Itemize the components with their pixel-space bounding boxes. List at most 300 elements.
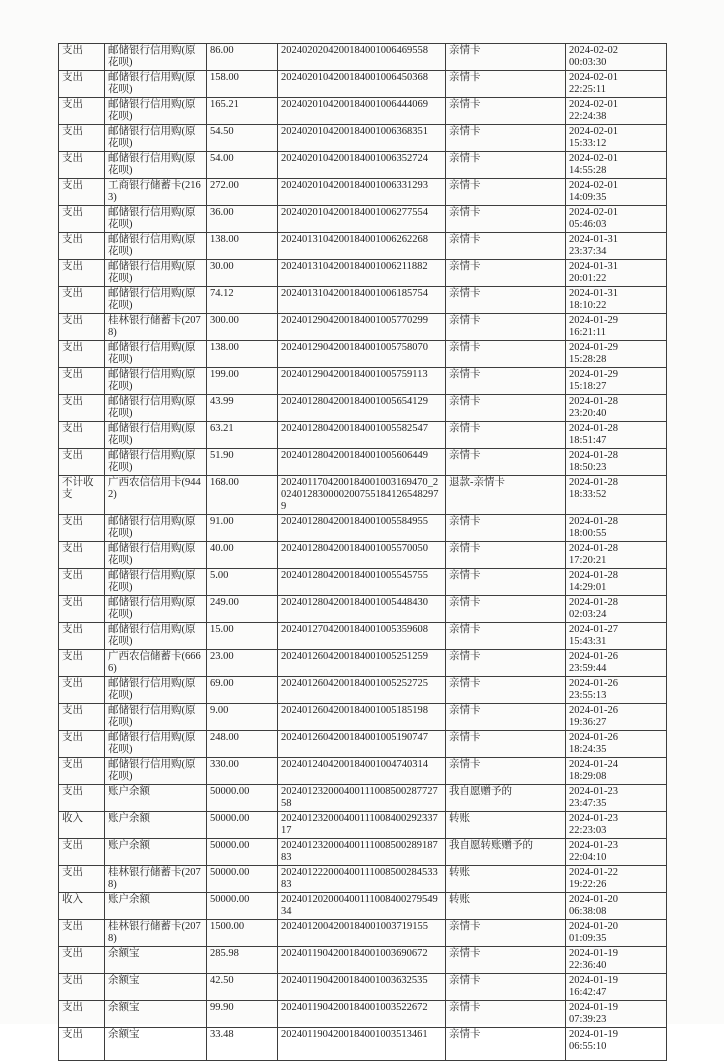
table-row bbox=[59, 71, 667, 98]
account-cell: 账户余额 bbox=[105, 839, 207, 866]
note-cell: 亲情卡 bbox=[446, 341, 566, 368]
date-text: 2024-01-28 bbox=[569, 396, 618, 407]
transaction-id-cell: 20240120200040011100840027954934 bbox=[278, 893, 446, 920]
transaction-id-cell: 2024011904200184001003690672 bbox=[278, 947, 446, 974]
date-text: 2024-01-26 bbox=[569, 732, 618, 743]
table-row bbox=[59, 449, 667, 476]
transaction-type-cell: 支出 bbox=[59, 974, 105, 1001]
date-text: 2024-01-23 bbox=[569, 840, 618, 851]
time-text: 14:09:35 bbox=[569, 192, 607, 203]
time-text: 19:36:27 bbox=[569, 717, 607, 728]
date-text: 2024-01-20 bbox=[569, 894, 618, 905]
transaction-type-cell: 支出 bbox=[59, 449, 105, 476]
date-text: 2024-01-31 bbox=[569, 261, 618, 272]
time-text: 00:03:30 bbox=[569, 57, 607, 68]
date-text: 2024-02-01 bbox=[569, 126, 618, 137]
table-row bbox=[59, 677, 667, 704]
table-row bbox=[59, 422, 667, 449]
date-text: 2024-01-23 bbox=[569, 813, 618, 824]
table-row bbox=[59, 98, 667, 125]
datetime-cell bbox=[566, 476, 667, 515]
account-cell: 邮储银行信用购(原花呗) bbox=[105, 758, 207, 785]
datetime-cell bbox=[566, 71, 667, 98]
time-text: 14:29:01 bbox=[569, 582, 607, 593]
time-text: 05:46:03 bbox=[569, 219, 607, 230]
datetime-cell bbox=[566, 515, 667, 542]
table-row bbox=[59, 206, 667, 233]
date-text: 2024-01-26 bbox=[569, 651, 618, 662]
note-cell: 亲情卡 bbox=[446, 704, 566, 731]
note-cell: 亲情卡 bbox=[446, 731, 566, 758]
transaction-table bbox=[58, 43, 667, 1061]
account-cell: 邮储银行信用购(原花呗) bbox=[105, 152, 207, 179]
datetime-cell bbox=[566, 812, 667, 839]
amount-cell: 285.98 bbox=[207, 947, 278, 974]
account-cell: 桂林银行储蓄卡(2078) bbox=[105, 866, 207, 893]
note-cell: 亲情卡 bbox=[446, 179, 566, 206]
time-text: 15:33:12 bbox=[569, 138, 607, 149]
table-row bbox=[59, 1001, 667, 1028]
account-cell: 余额宝 bbox=[105, 947, 207, 974]
amount-cell: 33.48 bbox=[207, 1028, 278, 1061]
datetime-cell bbox=[566, 314, 667, 341]
transaction-type-cell: 支出 bbox=[59, 515, 105, 542]
note-cell: 亲情卡 bbox=[446, 677, 566, 704]
datetime-cell bbox=[566, 44, 667, 71]
note-cell: 亲情卡 bbox=[446, 260, 566, 287]
account-cell: 余额宝 bbox=[105, 1028, 207, 1061]
transaction-id-cell: 2024012904200184001005770299 bbox=[278, 314, 446, 341]
transaction-id-cell: 2024020204200184001006469558 bbox=[278, 44, 446, 71]
amount-cell: 50000.00 bbox=[207, 812, 278, 839]
transaction-type-cell: 支出 bbox=[59, 758, 105, 785]
transaction-id-cell: 2024020104200184001006368351 bbox=[278, 125, 446, 152]
datetime-cell bbox=[566, 98, 667, 125]
amount-cell: 30.00 bbox=[207, 260, 278, 287]
transaction-id-cell: 2024012804200184001005584955 bbox=[278, 515, 446, 542]
amount-cell: 272.00 bbox=[207, 179, 278, 206]
note-cell: 亲情卡 bbox=[446, 71, 566, 98]
transaction-type-cell: 不计收支 bbox=[59, 476, 105, 515]
note-cell: 我自愿赠予的 bbox=[446, 785, 566, 812]
transaction-id-cell: 2024012704200184001005359608 bbox=[278, 623, 446, 650]
note-cell: 亲情卡 bbox=[446, 287, 566, 314]
amount-cell: 51.90 bbox=[207, 449, 278, 476]
amount-cell: 43.99 bbox=[207, 395, 278, 422]
datetime-cell bbox=[566, 287, 667, 314]
date-text: 2024-01-31 bbox=[569, 288, 618, 299]
account-cell: 邮储银行信用购(原花呗) bbox=[105, 449, 207, 476]
account-cell: 桂林银行储蓄卡(2078) bbox=[105, 314, 207, 341]
transaction-table-body bbox=[59, 44, 667, 1061]
date-text: 2024-01-27 bbox=[569, 624, 618, 635]
table-row bbox=[59, 569, 667, 596]
transaction-id-cell: 2024012804200184001005582547 bbox=[278, 422, 446, 449]
amount-cell: 138.00 bbox=[207, 233, 278, 260]
datetime-cell bbox=[566, 368, 667, 395]
datetime-cell bbox=[566, 1028, 667, 1061]
note-cell: 转账 bbox=[446, 812, 566, 839]
date-text: 2024-01-19 bbox=[569, 1002, 618, 1013]
amount-cell: 9.00 bbox=[207, 704, 278, 731]
table-row bbox=[59, 812, 667, 839]
datetime-cell bbox=[566, 704, 667, 731]
account-cell: 账户余额 bbox=[105, 785, 207, 812]
note-cell: 亲情卡 bbox=[446, 206, 566, 233]
transaction-type-cell: 收入 bbox=[59, 812, 105, 839]
transaction-type-cell: 支出 bbox=[59, 542, 105, 569]
transaction-type-cell: 支出 bbox=[59, 98, 105, 125]
account-cell: 余额宝 bbox=[105, 1001, 207, 1028]
note-cell: 亲情卡 bbox=[446, 44, 566, 71]
transaction-type-cell: 支出 bbox=[59, 260, 105, 287]
time-text: 18:00:55 bbox=[569, 528, 607, 539]
table-row bbox=[59, 287, 667, 314]
account-cell: 邮储银行信用购(原花呗) bbox=[105, 44, 207, 71]
transaction-id-cell: 2024012604200184001005252725 bbox=[278, 677, 446, 704]
datetime-cell bbox=[566, 233, 667, 260]
note-cell: 亲情卡 bbox=[446, 650, 566, 677]
table-row bbox=[59, 476, 667, 515]
account-cell: 邮储银行信用购(原花呗) bbox=[105, 623, 207, 650]
transaction-type-cell: 支出 bbox=[59, 179, 105, 206]
time-text: 23:55:13 bbox=[569, 690, 607, 701]
note-cell: 亲情卡 bbox=[446, 947, 566, 974]
transaction-id-cell: 2024011904200184001003513461 bbox=[278, 1028, 446, 1061]
transaction-type-cell: 支出 bbox=[59, 341, 105, 368]
datetime-cell bbox=[566, 785, 667, 812]
account-cell: 邮储银行信用购(原花呗) bbox=[105, 71, 207, 98]
datetime-cell bbox=[566, 893, 667, 920]
date-text: 2024-01-29 bbox=[569, 315, 618, 326]
account-cell: 邮储银行信用购(原花呗) bbox=[105, 287, 207, 314]
transaction-id-cell: 2024020104200184001006277554 bbox=[278, 206, 446, 233]
table-row bbox=[59, 233, 667, 260]
table-row bbox=[59, 596, 667, 623]
time-text: 18:29:08 bbox=[569, 771, 607, 782]
note-cell: 亲情卡 bbox=[446, 125, 566, 152]
account-cell: 邮储银行信用购(原花呗) bbox=[105, 542, 207, 569]
transaction-id-cell: 2024012904200184001005758070 bbox=[278, 341, 446, 368]
amount-cell: 69.00 bbox=[207, 677, 278, 704]
time-text: 23:20:40 bbox=[569, 408, 607, 419]
note-cell: 亲情卡 bbox=[446, 758, 566, 785]
transaction-type-cell: 支出 bbox=[59, 287, 105, 314]
time-text: 16:21:11 bbox=[569, 327, 606, 338]
datetime-cell bbox=[566, 947, 667, 974]
transaction-id-cell: 2024013104200184001006262268 bbox=[278, 233, 446, 260]
note-cell: 亲情卡 bbox=[446, 368, 566, 395]
table-row bbox=[59, 125, 667, 152]
note-cell: 亲情卡 bbox=[446, 422, 566, 449]
amount-cell: 74.12 bbox=[207, 287, 278, 314]
datetime-cell bbox=[566, 179, 667, 206]
date-text: 2024-01-28 bbox=[569, 543, 618, 554]
amount-cell: 158.00 bbox=[207, 71, 278, 98]
date-text: 2024-02-01 bbox=[569, 207, 618, 218]
amount-cell: 54.50 bbox=[207, 125, 278, 152]
account-cell: 邮储银行信用购(原花呗) bbox=[105, 515, 207, 542]
datetime-cell bbox=[566, 422, 667, 449]
table-row bbox=[59, 974, 667, 1001]
note-cell: 我自愿转账赠予的 bbox=[446, 839, 566, 866]
amount-cell: 40.00 bbox=[207, 542, 278, 569]
transaction-type-cell: 收入 bbox=[59, 893, 105, 920]
datetime-cell bbox=[566, 974, 667, 1001]
date-text: 2024-01-19 bbox=[569, 1029, 618, 1040]
time-text: 23:59:44 bbox=[569, 663, 607, 674]
time-text: 15:18:27 bbox=[569, 381, 607, 392]
table-row bbox=[59, 368, 667, 395]
note-cell: 亲情卡 bbox=[446, 515, 566, 542]
transaction-id-cell: 2024012804200184001005606449 bbox=[278, 449, 446, 476]
amount-cell: 300.00 bbox=[207, 314, 278, 341]
time-text: 16:42:47 bbox=[569, 987, 607, 998]
amount-cell: 249.00 bbox=[207, 596, 278, 623]
transaction-id-cell: 2024012004200184001003719155 bbox=[278, 920, 446, 947]
date-text: 2024-02-01 bbox=[569, 180, 618, 191]
date-text: 2024-01-26 bbox=[569, 678, 618, 689]
transaction-id-cell: 2024011704200184001003169470_20240128300002007551841265482979 bbox=[278, 476, 446, 515]
datetime-cell bbox=[566, 731, 667, 758]
amount-cell: 248.00 bbox=[207, 731, 278, 758]
transaction-type-cell: 支出 bbox=[59, 623, 105, 650]
transaction-type-cell: 支出 bbox=[59, 920, 105, 947]
time-text: 17:20:21 bbox=[569, 555, 607, 566]
table-row bbox=[59, 866, 667, 893]
account-cell: 邮储银行信用购(原花呗) bbox=[105, 731, 207, 758]
amount-cell: 50000.00 bbox=[207, 839, 278, 866]
datetime-cell bbox=[566, 569, 667, 596]
amount-cell: 165.21 bbox=[207, 98, 278, 125]
table-row bbox=[59, 893, 667, 920]
note-cell: 退款-亲情卡 bbox=[446, 476, 566, 515]
date-text: 2024-01-28 bbox=[569, 570, 618, 581]
transaction-type-cell: 支出 bbox=[59, 866, 105, 893]
datetime-cell bbox=[566, 395, 667, 422]
account-cell: 桂林银行储蓄卡(2078) bbox=[105, 920, 207, 947]
datetime-cell bbox=[566, 341, 667, 368]
transaction-id-cell: 2024012804200184001005654129 bbox=[278, 395, 446, 422]
amount-cell: 54.00 bbox=[207, 152, 278, 179]
table-row bbox=[59, 1028, 667, 1061]
transaction-id-cell: 2024012904200184001005759113 bbox=[278, 368, 446, 395]
amount-cell: 63.21 bbox=[207, 422, 278, 449]
account-cell: 邮储银行信用购(原花呗) bbox=[105, 677, 207, 704]
table-row bbox=[59, 650, 667, 677]
note-cell: 亲情卡 bbox=[446, 449, 566, 476]
transaction-id-cell: 20240123200040011100850028772758 bbox=[278, 785, 446, 812]
transaction-id-cell: 2024011904200184001003522672 bbox=[278, 1001, 446, 1028]
note-cell: 亲情卡 bbox=[446, 623, 566, 650]
amount-cell: 5.00 bbox=[207, 569, 278, 596]
time-text: 02:03:24 bbox=[569, 609, 607, 620]
transaction-type-cell: 支出 bbox=[59, 1001, 105, 1028]
transaction-id-cell: 2024012604200184001005190747 bbox=[278, 731, 446, 758]
transaction-type-cell: 支出 bbox=[59, 44, 105, 71]
table-row bbox=[59, 623, 667, 650]
account-cell: 邮储银行信用购(原花呗) bbox=[105, 368, 207, 395]
datetime-cell bbox=[566, 125, 667, 152]
account-cell: 邮储银行信用购(原花呗) bbox=[105, 704, 207, 731]
table-row bbox=[59, 314, 667, 341]
date-text: 2024-01-29 bbox=[569, 342, 618, 353]
datetime-cell bbox=[566, 596, 667, 623]
table-row bbox=[59, 152, 667, 179]
datetime-cell bbox=[566, 677, 667, 704]
time-text: 01:09:35 bbox=[569, 933, 607, 944]
date-text: 2024-01-26 bbox=[569, 705, 618, 716]
time-text: 18:50:23 bbox=[569, 462, 607, 473]
transaction-id-cell: 20240123200040011100850028918783 bbox=[278, 839, 446, 866]
note-cell: 亲情卡 bbox=[446, 569, 566, 596]
time-text: 07:39:23 bbox=[569, 1014, 607, 1025]
time-text: 19:22:26 bbox=[569, 879, 607, 890]
date-text: 2024-02-01 bbox=[569, 99, 618, 110]
date-text: 2024-01-23 bbox=[569, 786, 618, 797]
table-row bbox=[59, 758, 667, 785]
amount-cell: 168.00 bbox=[207, 476, 278, 515]
time-text: 06:38:08 bbox=[569, 906, 607, 917]
transaction-type-cell: 支出 bbox=[59, 677, 105, 704]
date-text: 2024-01-28 bbox=[569, 597, 618, 608]
table-row bbox=[59, 44, 667, 71]
transaction-id-cell: 20240122200040011100850028453383 bbox=[278, 866, 446, 893]
datetime-cell bbox=[566, 866, 667, 893]
transaction-id-cell: 2024011904200184001003632535 bbox=[278, 974, 446, 1001]
transaction-type-cell: 支出 bbox=[59, 125, 105, 152]
time-text: 14:55:28 bbox=[569, 165, 607, 176]
date-text: 2024-01-20 bbox=[569, 921, 618, 932]
date-text: 2024-01-28 bbox=[569, 423, 618, 434]
transaction-type-cell: 支出 bbox=[59, 947, 105, 974]
transaction-type-cell: 支出 bbox=[59, 71, 105, 98]
table-row bbox=[59, 179, 667, 206]
time-text: 22:25:11 bbox=[569, 84, 606, 95]
transaction-type-cell: 支出 bbox=[59, 233, 105, 260]
transaction-type-cell: 支出 bbox=[59, 596, 105, 623]
account-cell: 邮储银行信用购(原花呗) bbox=[105, 341, 207, 368]
amount-cell: 50000.00 bbox=[207, 893, 278, 920]
transaction-type-cell: 支出 bbox=[59, 368, 105, 395]
amount-cell: 86.00 bbox=[207, 44, 278, 71]
account-cell: 邮储银行信用购(原花呗) bbox=[105, 596, 207, 623]
transaction-id-cell: 2024020104200184001006450368 bbox=[278, 71, 446, 98]
table-row bbox=[59, 704, 667, 731]
time-text: 15:28:28 bbox=[569, 354, 607, 365]
note-cell: 亲情卡 bbox=[446, 314, 566, 341]
date-text: 2024-01-31 bbox=[569, 234, 618, 245]
transaction-type-cell: 支出 bbox=[59, 839, 105, 866]
datetime-cell bbox=[566, 920, 667, 947]
account-cell: 广西农信储蓄卡(6666) bbox=[105, 650, 207, 677]
amount-cell: 50000.00 bbox=[207, 866, 278, 893]
date-text: 2024-02-02 bbox=[569, 45, 618, 56]
table-row bbox=[59, 731, 667, 758]
date-text: 2024-01-29 bbox=[569, 369, 618, 380]
account-cell: 邮储银行信用购(原花呗) bbox=[105, 233, 207, 260]
datetime-cell bbox=[566, 650, 667, 677]
time-text: 18:24:35 bbox=[569, 744, 607, 755]
amount-cell: 36.00 bbox=[207, 206, 278, 233]
table-row bbox=[59, 395, 667, 422]
time-text: 18:33:52 bbox=[569, 489, 607, 500]
datetime-cell bbox=[566, 152, 667, 179]
amount-cell: 330.00 bbox=[207, 758, 278, 785]
amount-cell: 91.00 bbox=[207, 515, 278, 542]
transaction-type-cell: 支出 bbox=[59, 314, 105, 341]
table-row bbox=[59, 785, 667, 812]
transaction-id-cell: 2024020104200184001006352724 bbox=[278, 152, 446, 179]
account-cell: 邮储银行信用购(原花呗) bbox=[105, 125, 207, 152]
transaction-type-cell: 支出 bbox=[59, 395, 105, 422]
date-text: 2024-01-28 bbox=[569, 477, 618, 488]
transaction-type-cell: 支出 bbox=[59, 650, 105, 677]
time-text: 22:23:03 bbox=[569, 825, 607, 836]
datetime-cell bbox=[566, 260, 667, 287]
note-cell: 亲情卡 bbox=[446, 98, 566, 125]
transaction-id-cell: 2024012804200184001005448430 bbox=[278, 596, 446, 623]
transaction-id-cell: 2024013104200184001006211882 bbox=[278, 260, 446, 287]
table-row bbox=[59, 542, 667, 569]
transaction-id-cell: 2024012604200184001005185198 bbox=[278, 704, 446, 731]
datetime-cell bbox=[566, 206, 667, 233]
note-cell: 亲情卡 bbox=[446, 1001, 566, 1028]
transaction-id-cell: 2024012804200184001005545755 bbox=[278, 569, 446, 596]
note-cell: 亲情卡 bbox=[446, 395, 566, 422]
amount-cell: 15.00 bbox=[207, 623, 278, 650]
date-text: 2024-01-24 bbox=[569, 759, 618, 770]
account-cell: 邮储银行信用购(原花呗) bbox=[105, 260, 207, 287]
transaction-type-cell: 支出 bbox=[59, 569, 105, 596]
account-cell: 邮储银行信用购(原花呗) bbox=[105, 206, 207, 233]
transaction-type-cell: 支出 bbox=[59, 152, 105, 179]
date-text: 2024-01-22 bbox=[569, 867, 618, 878]
account-cell: 邮储银行信用购(原花呗) bbox=[105, 569, 207, 596]
note-cell: 亲情卡 bbox=[446, 974, 566, 1001]
datetime-cell bbox=[566, 449, 667, 476]
amount-cell: 99.90 bbox=[207, 1001, 278, 1028]
account-cell: 账户余额 bbox=[105, 893, 207, 920]
date-text: 2024-02-01 bbox=[569, 153, 618, 164]
table-row bbox=[59, 515, 667, 542]
datetime-cell bbox=[566, 623, 667, 650]
time-text: 18:51:47 bbox=[569, 435, 607, 446]
time-text: 23:47:35 bbox=[569, 798, 607, 809]
transaction-id-cell: 2024012604200184001005251259 bbox=[278, 650, 446, 677]
datetime-cell bbox=[566, 758, 667, 785]
time-text: 23:37:34 bbox=[569, 246, 607, 257]
account-cell: 邮储银行信用购(原花呗) bbox=[105, 98, 207, 125]
note-cell: 亲情卡 bbox=[446, 152, 566, 179]
table-row bbox=[59, 839, 667, 866]
amount-cell: 199.00 bbox=[207, 368, 278, 395]
transaction-id-cell: 2024012404200184001004740314 bbox=[278, 758, 446, 785]
transaction-type-cell: 支出 bbox=[59, 731, 105, 758]
amount-cell: 1500.00 bbox=[207, 920, 278, 947]
time-text: 22:04:10 bbox=[569, 852, 607, 863]
transaction-id-cell: 2024012804200184001005570050 bbox=[278, 542, 446, 569]
transaction-type-cell: 支出 bbox=[59, 704, 105, 731]
transaction-type-cell: 支出 bbox=[59, 422, 105, 449]
datetime-cell bbox=[566, 1001, 667, 1028]
transaction-type-cell: 支出 bbox=[59, 206, 105, 233]
account-cell: 工商银行储蓄卡(2163) bbox=[105, 179, 207, 206]
table-row bbox=[59, 260, 667, 287]
date-text: 2024-01-19 bbox=[569, 975, 618, 986]
date-text: 2024-01-28 bbox=[569, 516, 618, 527]
transaction-type-cell: 支出 bbox=[59, 785, 105, 812]
